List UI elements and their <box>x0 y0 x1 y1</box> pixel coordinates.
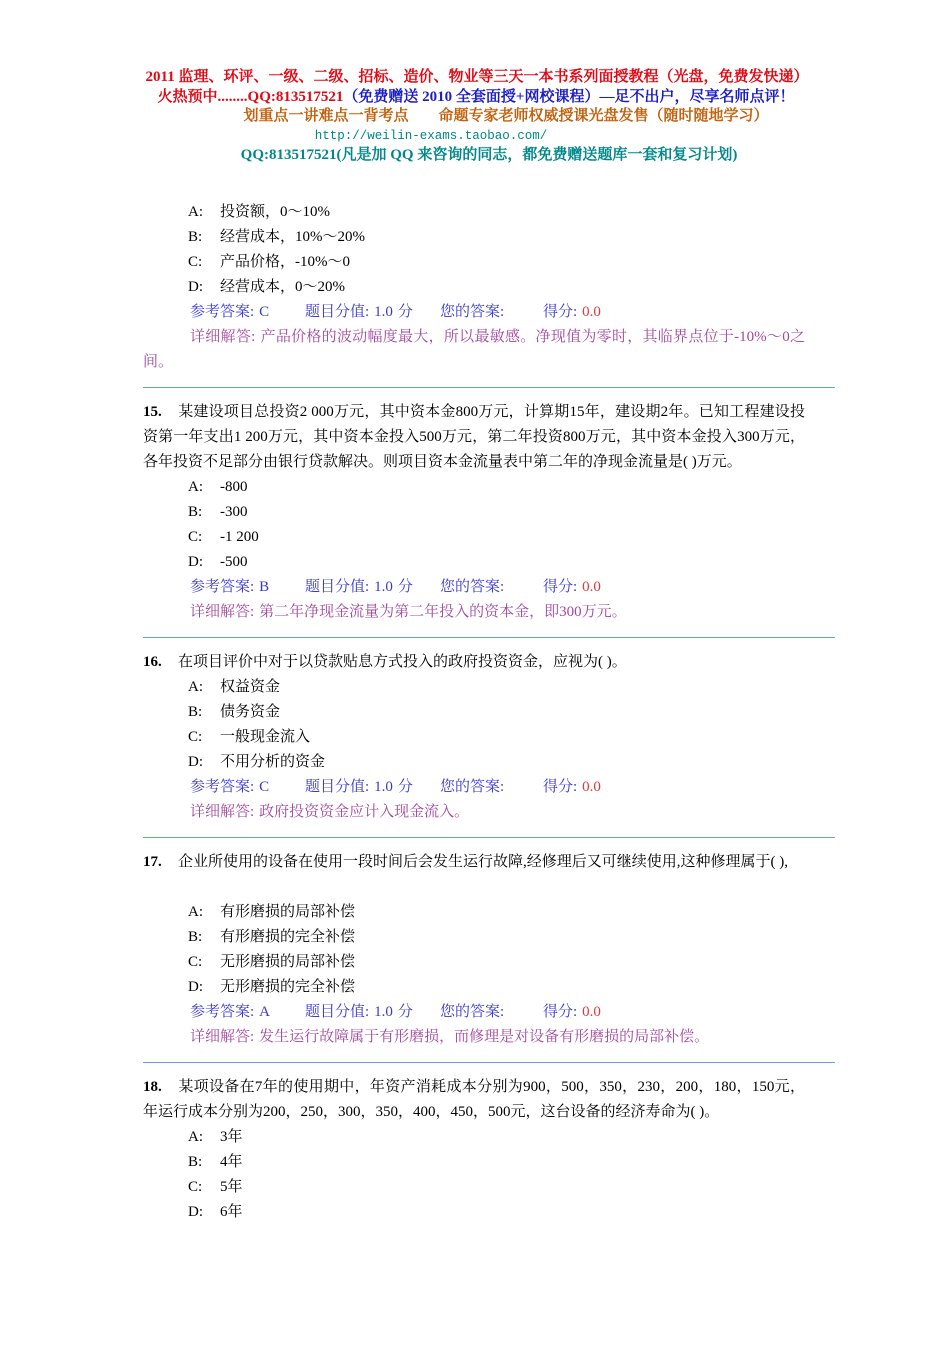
header-line-2 <box>0 88 952 108</box>
your-answer <box>440 775 543 800</box>
option-text: 不用分析的资金 <box>220 753 326 770</box>
score-label: 得分: <box>543 578 578 595</box>
option-text: -500 <box>220 553 248 570</box>
option-a <box>143 900 805 925</box>
explanation-text: 发生运行故障属于有形磨损，而修理是对设备有形磨损的局部补偿。 <box>259 1028 710 1045</box>
your-answer-label: 您的答案: <box>440 303 505 320</box>
divider-line <box>143 625 835 650</box>
option-d <box>143 275 805 300</box>
explanation-label: 详细解答: <box>190 803 255 820</box>
points-label: 题目分值: <box>305 578 370 595</box>
header-line-3 <box>30 107 952 127</box>
option-text: 经营成本，10%～20% <box>220 228 365 245</box>
reference-answer-value: C <box>259 778 270 795</box>
option-text: -800 <box>220 478 248 495</box>
option-a <box>143 200 805 225</box>
option-key: C: <box>188 1178 203 1195</box>
option-text: 权益资金 <box>220 678 281 695</box>
option-text: 无形磨损的完全补偿 <box>220 978 356 995</box>
score <box>543 1000 601 1025</box>
question-text: 某项设备在7年的使用期中，年资产消耗成本分别为900，500，350，230，200，180，150元，年运行成本分别为200，250，300，350，400，450，500元，这台设备的经济寿命为( )。 <box>143 1078 805 1120</box>
score <box>543 775 601 800</box>
header-line-3-right: 命题专家老师权威授课光盘发售（随时随地学习） <box>438 108 769 124</box>
your-answer <box>440 575 543 600</box>
explanation-label: 详细解答: <box>190 328 256 345</box>
answer-line <box>143 1000 805 1025</box>
option-c <box>143 250 805 275</box>
question-number: 18. <box>143 1078 162 1095</box>
reference-answer <box>190 300 305 325</box>
option-text: 5年 <box>220 1178 243 1195</box>
option-b <box>143 1150 805 1175</box>
your-answer <box>440 300 543 325</box>
reference-answer-value: A <box>259 1003 271 1020</box>
option-key: D: <box>188 978 203 995</box>
question-text: 在项目评价中对于以贷款贴息方式投入的政府投资资金，应视为( )。 <box>178 653 627 670</box>
option-text: 有形磨损的完全补偿 <box>220 928 356 945</box>
option-key: C: <box>188 953 203 970</box>
points-value: 1.0 <box>374 303 393 320</box>
option-key: B: <box>188 703 203 720</box>
divider-line <box>143 1050 835 1075</box>
header-line-2-red: 火热预中........QQ:813517521 <box>157 88 344 105</box>
option-text: 投资额，0～10% <box>220 203 330 220</box>
points-unit: 分 <box>397 1003 413 1020</box>
answer-line <box>143 575 805 600</box>
option-text: 无形磨损的局部补偿 <box>220 953 356 970</box>
option-key: A: <box>188 1128 203 1145</box>
answer-line <box>143 300 805 325</box>
points-label: 题目分值: <box>305 303 370 320</box>
reference-answer-label: 参考答案: <box>190 303 255 320</box>
option-d <box>143 550 805 575</box>
option-b <box>143 925 805 950</box>
question-stem <box>143 1075 805 1125</box>
option-text: -1 200 <box>220 528 259 545</box>
explanation-paragraph <box>143 600 805 625</box>
option-d <box>143 1200 805 1225</box>
points-unit: 分 <box>397 778 413 795</box>
option-text: 3年 <box>220 1128 243 1145</box>
score-label: 得分: <box>543 303 578 320</box>
points-value: 1.0 <box>374 1003 393 1020</box>
option-d <box>143 750 805 775</box>
score <box>543 575 601 600</box>
points-label: 题目分值: <box>305 1003 370 1020</box>
points-unit: 分 <box>397 303 413 320</box>
your-answer <box>440 1000 543 1025</box>
points-label: 题目分值: <box>305 778 370 795</box>
reference-answer <box>190 1000 305 1025</box>
explanation-paragraph <box>143 325 805 375</box>
option-key: A: <box>188 478 203 495</box>
question-block <box>143 400 805 625</box>
option-text: 6年 <box>220 1203 243 1220</box>
question-list <box>143 200 805 1225</box>
question-number: 16. <box>143 653 162 670</box>
question-points <box>305 775 440 800</box>
option-key: C: <box>188 728 203 745</box>
score-value: 0.0 <box>582 303 601 320</box>
option-text: -300 <box>220 503 248 520</box>
question-block <box>143 650 805 825</box>
question-stem <box>143 650 805 675</box>
explanation-text: 政府投资资金应计入现金流入。 <box>259 803 470 820</box>
question-points <box>305 300 440 325</box>
points-value: 1.0 <box>374 778 393 795</box>
reference-answer <box>190 775 305 800</box>
page-header <box>0 68 952 166</box>
question-block <box>143 1075 805 1225</box>
option-key: B: <box>188 1153 203 1170</box>
option-text: 经营成本，0～20% <box>220 278 345 295</box>
your-answer-label: 您的答案: <box>440 1003 505 1020</box>
question-points <box>305 575 440 600</box>
option-text: 产品价格，-10%～0 <box>220 253 350 270</box>
option-key: A: <box>188 678 203 695</box>
option-key: D: <box>188 278 203 295</box>
option-key: D: <box>188 553 203 570</box>
score-value: 0.0 <box>582 1003 601 1020</box>
header-line-1: 2011 监理、环评、一级、二级、招标、造价、物业等三天一本书系列面授教程（光盘，免费发快递） <box>145 69 809 85</box>
divider-line <box>143 375 835 400</box>
question-block <box>143 850 805 1050</box>
option-key: C: <box>188 253 203 270</box>
option-a <box>143 475 805 500</box>
question-number: 15. <box>143 403 162 420</box>
score <box>543 300 601 325</box>
score-value: 0.0 <box>582 578 601 595</box>
question-block <box>143 200 805 375</box>
question-stem <box>143 400 805 475</box>
divider-line <box>143 825 835 850</box>
option-key: B: <box>188 928 203 945</box>
explanation-text: 第二年净现金流量为第二年投入的资本金，即300万元。 <box>259 603 627 620</box>
option-text: 4年 <box>220 1153 243 1170</box>
option-d <box>143 975 805 1000</box>
option-key: D: <box>188 753 203 770</box>
option-c <box>143 950 805 975</box>
header-line-5: QQ:813517521(凡是加 QQ 来咨询的同志，都免费赠送题库一套和复习计划) <box>240 147 738 163</box>
question-text: 企业所使用的设备在使用一段时间后会发生运行故障,经修理后又可继续使用,这种修理属于( ), <box>178 853 788 870</box>
website-url-link[interactable]: http://weilin-exams.taobao.com/ <box>314 128 548 143</box>
your-answer-label: 您的答案: <box>440 578 505 595</box>
explanation-label: 详细解答: <box>190 603 255 620</box>
answer-line <box>143 775 805 800</box>
points-value: 1.0 <box>374 578 393 595</box>
question-stem <box>143 850 805 875</box>
score-label: 得分: <box>543 778 578 795</box>
explanation-text: 产品价格的波动幅度最大，所以最敏感。净现值为零时，其临界点位于-10%～0之间。 <box>143 328 805 370</box>
option-a <box>143 1125 805 1150</box>
score-label: 得分: <box>543 1003 578 1020</box>
header-line-3-left: 划重点一讲难点一背考点 <box>243 108 409 124</box>
option-text: 有形磨损的局部补偿 <box>220 903 356 920</box>
option-c <box>143 725 805 750</box>
option-c <box>143 1175 805 1200</box>
option-key: A: <box>188 903 203 920</box>
question-text: 某建设项目总投资2 000万元，其中资本金800万元，计算期15年，建设期2年。已知工程建设投资第一年支出1 200万元，其中资本金投入500万元，第二年投资800万元，其中资本金投入300万元，各年投资不足部分由银行贷款解决。则项目资本金流量表中第二年的净现金流量是( )万元。 <box>143 403 805 470</box>
option-c <box>143 525 805 550</box>
header-line-2-blue: （免费赠送 2010 全套面授+网校课程）—足不出户，尽享名师点评！ <box>343 88 795 105</box>
option-key: B: <box>188 228 203 245</box>
points-unit: 分 <box>397 578 413 595</box>
option-a <box>143 675 805 700</box>
your-answer-label: 您的答案: <box>440 778 505 795</box>
reference-answer-label: 参考答案: <box>190 778 255 795</box>
option-key: B: <box>188 503 203 520</box>
reference-answer-value: B <box>259 578 270 595</box>
option-text: 债务资金 <box>220 703 281 720</box>
option-key: A: <box>188 203 203 220</box>
reference-answer-label: 参考答案: <box>190 1003 255 1020</box>
reference-answer <box>190 575 305 600</box>
option-key: C: <box>188 528 203 545</box>
option-b <box>143 700 805 725</box>
option-b <box>143 500 805 525</box>
explanation-paragraph <box>143 1025 805 1050</box>
reference-answer-value: C <box>259 303 270 320</box>
question-number: 17. <box>143 853 162 870</box>
option-text: 一般现金流入 <box>220 728 311 745</box>
score-value: 0.0 <box>582 778 601 795</box>
option-key: D: <box>188 1203 203 1220</box>
question-points <box>305 1000 440 1025</box>
option-b <box>143 225 805 250</box>
reference-answer-label: 参考答案: <box>190 578 255 595</box>
explanation-label: 详细解答: <box>190 1028 255 1045</box>
explanation-paragraph <box>143 800 805 825</box>
